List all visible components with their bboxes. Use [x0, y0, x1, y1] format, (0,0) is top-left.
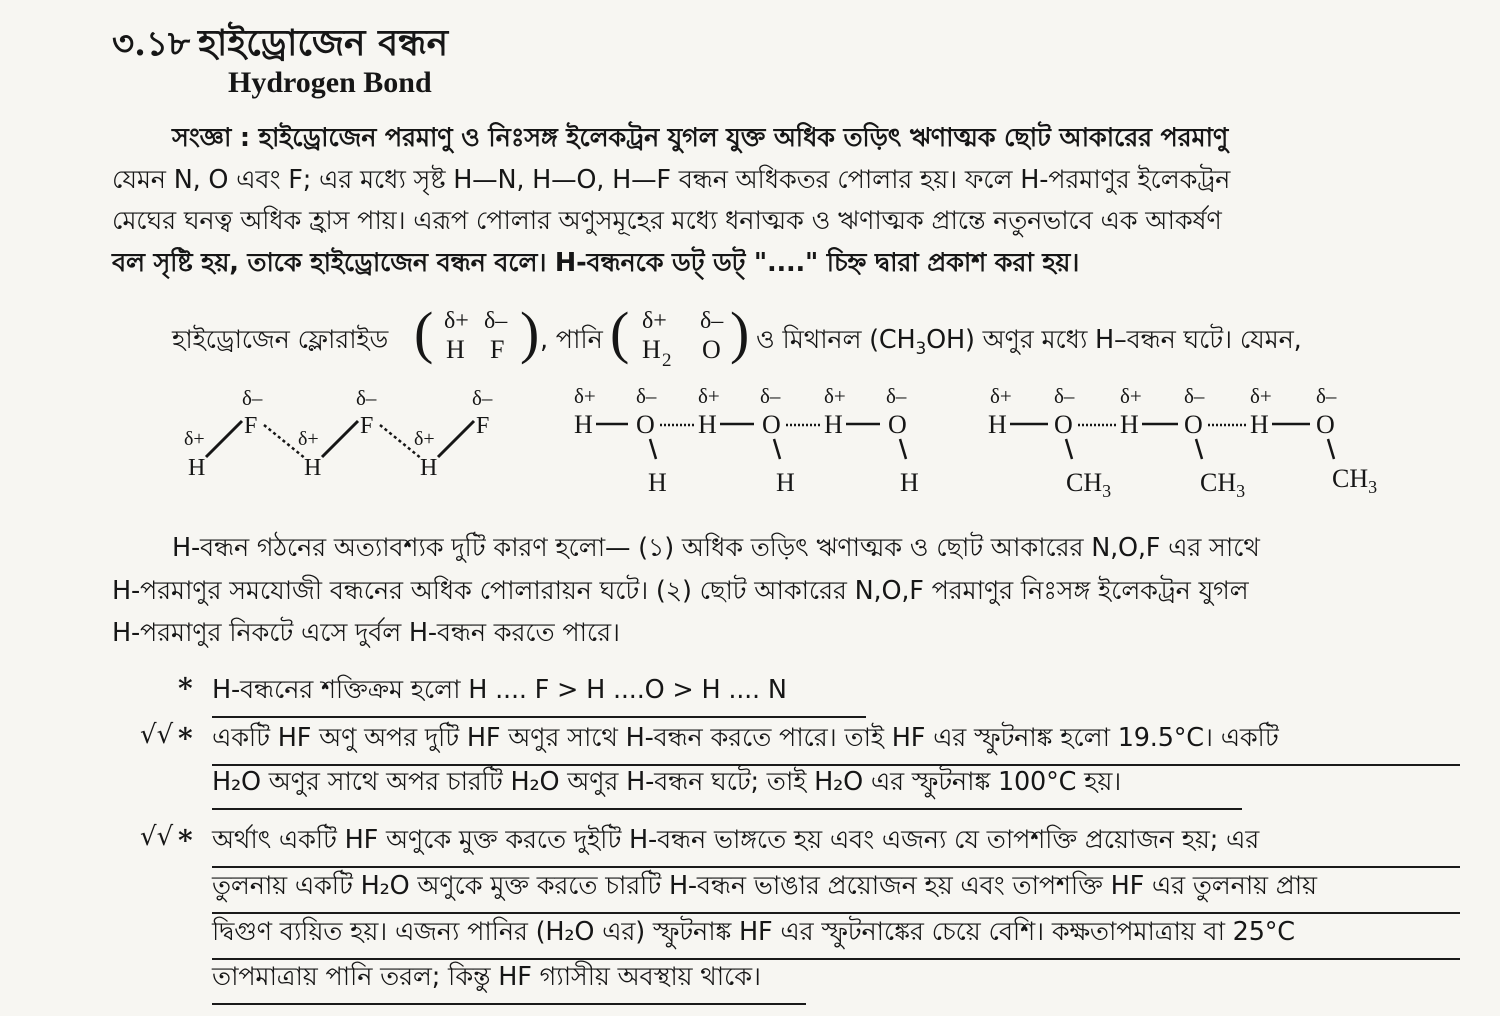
hf-delta-minus-2: δ– — [356, 386, 377, 410]
methanol-delta-minus-3: δ– — [1316, 384, 1337, 408]
water-bond-down-1 — [650, 439, 656, 459]
hf-bond-3 — [438, 421, 474, 457]
methanol-bond-down-3 — [1328, 439, 1334, 459]
methanol-delta-plus-2: δ+ — [1120, 384, 1142, 408]
water-atom-h: H — [642, 335, 661, 364]
section-title-bengali: হাইড্রোজেন বন্ধন — [198, 22, 449, 64]
check-mark-icon: √√ — [140, 720, 174, 750]
methanol-delta-minus-2: δ– — [1184, 384, 1205, 408]
example-intro-mid1: , পানি — [540, 325, 603, 355]
methanol-ch3-1: $CH_3$ — [1066, 468, 1112, 501]
water-bond-down-3 — [900, 439, 906, 459]
bullet-3-line-1: অর্থাৎ একটি HF অণুকে মুক্ত করতে দুইটি H-বন্ধন ভাঙ্গতে হয় এবং এজন্য যে তাপশক্তি প্রয়োজন হয়; এর — [212, 820, 1460, 868]
definition-line-4: বল সৃষ্টি হয়, তাকে হাইড্রোজেন বন্ধন বলে। H-বন্ধনকে ডট্ ডট্ "...." চিহ্ন দ্বারা প্রকাশ করা হয়। — [112, 248, 1080, 278]
bullet-3-line-4: তাপমাত্রায় পানি তরল; কিন্তু HF গ্যাসীয় অবস্থায় থাকে। — [212, 957, 806, 1005]
methanol-ch3-3: $CH_3$ — [1332, 464, 1378, 497]
water-o-3: O — [888, 410, 907, 439]
hf-atom-h-1: H — [188, 455, 206, 481]
example-intro-post — [756, 320, 1302, 363]
hf-delta-plus-1: δ+ — [184, 428, 205, 450]
reasons-line-3: H-পরমাণুর নিকটে এসে দুর্বল H-বন্ধন করতে পারে। — [112, 618, 620, 648]
bullet-2-line-1: একটি HF অণু অপর দুটি HF অণুর সাথে H-বন্ধন করতে পারে। তাই HF এর স্ফুটনাঙ্ক হলো 19.5°C। একটি — [212, 718, 1460, 766]
hf-delta-minus-1: δ– — [242, 386, 263, 410]
methanol-o-1: O — [1054, 410, 1073, 439]
methanol-h-3: H — [1250, 410, 1269, 439]
water-sub-2: 2 — [662, 350, 672, 371]
section-number: ৩.১৮ — [112, 24, 191, 64]
water-left-paren: ( — [610, 300, 630, 365]
bullet-star-2: * — [178, 722, 193, 755]
water-delta-minus-3: δ– — [886, 384, 907, 408]
methanol-label: ও মিথানল (CH — [756, 325, 916, 355]
methanol-delta-plus-3: δ+ — [1250, 384, 1272, 408]
hf-atom-f-3: F — [476, 413, 490, 439]
hf-left-paren: ( — [414, 300, 434, 365]
hf-charge-f: δ– — [484, 308, 508, 334]
water-right-paren: ) — [730, 300, 750, 365]
methanol-subscript: 3 — [915, 339, 927, 360]
bullet-star-1: * — [178, 672, 193, 705]
water-o-2: O — [762, 410, 781, 439]
water-bond-down-2 — [774, 439, 780, 459]
hydrogen-bond-diagram — [170, 375, 1430, 505]
check-mark-icon: √√ — [140, 822, 174, 852]
water-chain — [574, 384, 919, 497]
water-formula — [606, 300, 756, 372]
water-o-1: O — [636, 410, 655, 439]
water-h-bottom-2: H — [776, 468, 795, 497]
methanol-o-3: O — [1316, 410, 1335, 439]
hf-delta-minus-3: δ– — [472, 386, 493, 410]
hf-bond-2 — [322, 421, 358, 457]
hf-delta-plus-2: δ+ — [298, 428, 319, 450]
methanol-h-2: H — [1120, 410, 1139, 439]
water-delta-plus-2: δ+ — [698, 384, 720, 408]
methanol-bond-down-1 — [1066, 439, 1072, 459]
water-atom-o: O — [702, 335, 721, 364]
water-delta-minus-2: δ– — [760, 384, 781, 408]
section-title-english: Hydrogen Bond — [228, 66, 432, 99]
definition-line-1: সংজ্ঞা : হাইড্রোজেন পরমাণু ও নিঃসঙ্গ ইলেকট্রন যুগল যুক্ত অধিক তড়িৎ ঋণাত্মক ছোট আকারের পরমাণু — [172, 123, 1229, 153]
bullet-3-line-3: দ্বিগুণ ব্যয়িত হয়। এজন্য পানির (H₂O এর) স্ফুটনাঙ্ক HF এর স্ফুটনাঙ্কের চেয়ে বেশি। কক্ষতাপমাত্রায় বা 25°C — [212, 912, 1460, 960]
methanol-delta-plus-1: δ+ — [990, 384, 1012, 408]
water-delta-plus-1: δ+ — [574, 384, 596, 408]
methanol-ch3-2: $CH_3$ — [1200, 468, 1246, 501]
hf-atom-f: F — [490, 335, 505, 364]
hf-atom-f-2: F — [360, 413, 374, 439]
hf-atom-h: H — [446, 335, 465, 364]
water-delta-minus-1: δ– — [636, 384, 657, 408]
hf-atom-h-2: H — [304, 455, 322, 481]
definition-line-2: যেমন N, O এবং F; এর মধ্যে সৃষ্ট H—N, H—O, H—F বন্ধন অধিকতর পোলার হয়। ফলে H-পরমাণুর ইলেকট্রন — [112, 165, 1231, 195]
reasons-line-1: H-বন্ধন গঠনের অত্যাবশ্যক দুটি কারণ হলো— (১) অধিক তড়িৎ ঋণাত্মক ও ছোট আকারের N,O,F এর সাথে — [172, 533, 1260, 563]
hf-formula — [410, 300, 550, 370]
water-h-bottom-1: H — [648, 468, 667, 497]
water-h-2: H — [698, 410, 717, 439]
water-h-1: H — [574, 410, 593, 439]
methanol-chain — [988, 384, 1377, 501]
methanol-delta-minus-1: δ– — [1054, 384, 1075, 408]
water-h-bottom-3: H — [900, 468, 919, 497]
definition-line-3: মেঘের ঘনত্ব অধিক হ্রাস পায়। এরূপ পোলার অণুসমূহের মধ্যে ধনাত্মক ও ঋণাত্মক প্রান্তে নতুনভাবে এক আকর্ষণ — [112, 206, 1222, 236]
methanol-h-1: H — [988, 410, 1007, 439]
hf-right-paren: ) — [520, 300, 540, 365]
water-h-3: H — [824, 410, 843, 439]
hf-atom-h-3: H — [420, 455, 438, 481]
bullet-3-line-2: তুলনায় একটি H₂O অণুকে মুক্ত করতে চারটি H-বন্ধন ভাঙার প্রয়োজন হয় এবং তাপশক্তি HF এর তুলনায় প্রায় — [212, 866, 1460, 914]
hf-charge-h: δ+ — [444, 308, 469, 334]
hf-atom-f-1: F — [244, 413, 258, 439]
example-intro-tail: OH) অণুর মধ্যে H–বন্ধন ঘটে। যেমন, — [926, 325, 1302, 355]
bullet-star-3: * — [178, 824, 193, 857]
reasons-line-2: H-পরমাণুর সমযোজী বন্ধনের অধিক পোলারায়ন ঘটে। (২) ছোট আকারের N,O,F পরমাণুর নিঃসঙ্গ ইলেকট্রন যুগল — [112, 576, 1249, 606]
water-delta-plus-3: δ+ — [824, 384, 846, 408]
bullet-2-line-2: H₂O অণুর সাথে অপর চারটি H₂O অণুর H-বন্ধন ঘটে; তাই H₂O এর স্ফুটনাঙ্ক 100°C হয়। — [212, 762, 1242, 810]
water-charge-o: δ– — [700, 308, 724, 334]
methanol-o-2: O — [1184, 410, 1203, 439]
water-charge-h: δ+ — [642, 308, 667, 334]
methanol-bond-down-2 — [1196, 439, 1202, 459]
bullet-1-text: H-বন্ধনের শক্তিক্রম হলো H .... F > H ....O > H .... N — [212, 670, 866, 718]
hf-delta-plus-3: δ+ — [414, 428, 435, 450]
example-intro-pre: হাইড্রোজেন ফ্লোরাইড — [172, 325, 389, 355]
hf-bond-1 — [206, 421, 242, 457]
hf-chain — [184, 386, 493, 481]
